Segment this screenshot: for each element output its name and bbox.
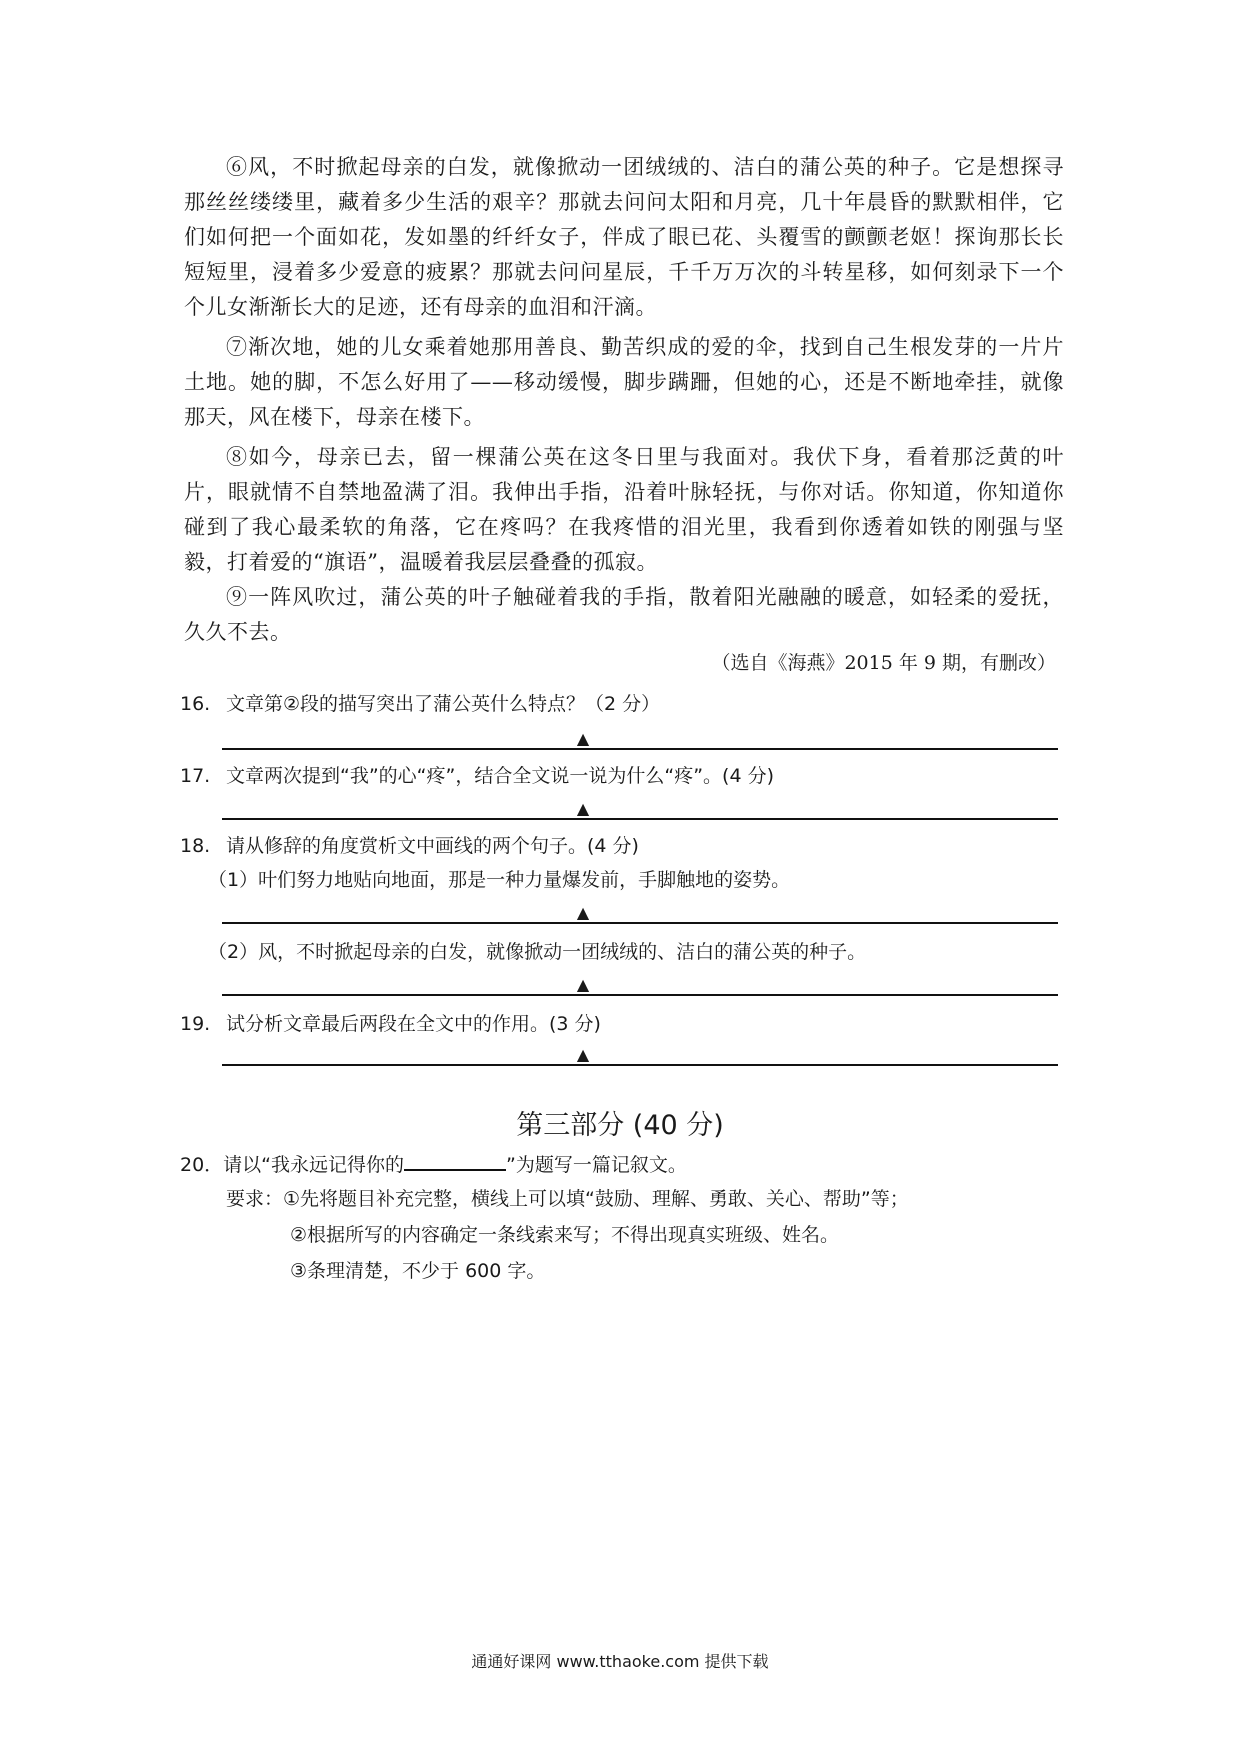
answer-marker-triangle-icon: ▲ <box>576 975 590 994</box>
question-17 <box>180 762 1080 790</box>
passage-paragraph-6: ⑥风，不时掀起母亲的白发，就像掀动一团绒绒的、洁白的蒲公英的种子。它是想探寻那丝丝缕缕里，藏着多少生活的艰辛？那就去问问太阳和月亮，几十年晨昏的默默相伴，它们如何把一个面如花，发如墨的纤纤女子，伴成了眼已花、头覆雪的颤颤老妪！探询那长长短短里，浸着多少爱意的疲累？那就去问问星辰，千千万万次的斗转星移，如何刻录下一个个儿女渐渐长大的足迹，还有母亲的血泪和汗滴。 <box>184 155 1064 319</box>
question-number: 16. <box>180 693 211 715</box>
passage-paragraph-7: ⑦渐次地，她的儿女乘着她那用善良、勤苦织成的爱的伞，找到自己生根发芽的一片片土地。她的脚，不怎么好用了——移动缓慢，脚步蹒跚，但她的心，还是不断地牵挂，就像那天，风在楼下，母亲在楼下。 <box>184 335 1064 429</box>
page-footer: 通通好课网 www.tthaoke.com 提供下载 <box>471 1652 769 1671</box>
answer-line-16[interactable] <box>222 748 1058 750</box>
passage-paragraph-9: ⑨一阵风吹过，蒲公英的叶子触碰着我的手指，散着阳光融融的暖意，如轻柔的爱抚，久久不去。 <box>184 585 1064 644</box>
question-20-suffix: ”为题写一篇记叙文。 <box>506 1154 687 1176</box>
answer-line-18-1[interactable] <box>222 922 1058 924</box>
question-number: 18. <box>180 835 211 857</box>
question-text: 文章第②段的描写突出了蒲公英什么特点？（2 分） <box>226 693 661 715</box>
requirement-1: 要求：①先将题目补充完整，横线上可以填“鼓励、理解、勇敢、关心、帮助”等； <box>226 1188 909 1210</box>
answer-marker-triangle-icon: ▲ <box>576 1045 590 1064</box>
requirement-3: ③条理清楚，不少于 600 字。 <box>290 1260 546 1282</box>
question-number: 17. <box>180 765 211 787</box>
passage-source: （选自《海燕》2015 年 9 期，有删改） <box>711 652 1056 674</box>
answer-marker-triangle-icon: ▲ <box>576 729 590 748</box>
part-three-title: 第三部分 (40 分) <box>516 1110 724 1141</box>
question-20-prefix: 20．请以“我永远记得你的 <box>180 1154 405 1176</box>
question-20 <box>180 1150 1080 1180</box>
question-text: 文章两次提到“我”的心“疼”，结合全文说一说为什么“疼”。(4 分) <box>226 765 775 787</box>
title-blank[interactable] <box>404 1151 506 1171</box>
question-text: 请从修辞的角度赏析文中画线的两个句子。(4 分) <box>226 835 639 857</box>
question-18-sentence-2: （2）风，不时掀起母亲的白发，就像掀动一团绒绒的、洁白的蒲公英的种子。 <box>208 941 867 963</box>
question-text: 试分析文章最后两段在全文中的作用。(3 分) <box>226 1013 601 1035</box>
answer-line-17[interactable] <box>222 818 1058 820</box>
answer-marker-triangle-icon: ▲ <box>576 903 590 922</box>
answer-line-18-2[interactable] <box>222 994 1058 996</box>
answer-line-19[interactable] <box>222 1064 1058 1066</box>
passage-paragraph-8: ⑧如今，母亲已去，留一棵蒲公英在这冬日里与我面对。我伏下身，看着那泛黄的叶片，眼就情不自禁地盈满了泪。我伸出手指，沿着叶脉轻抚，与你对话。你知道，你知道你碰到了我心最柔软的角落，它在疼吗？在我疼惜的泪光里，我看到你透着如铁的刚强与坚毅，打着爱的“旗语”，温暖着我层层叠叠的孤寂。 <box>184 445 1064 574</box>
question-number: 19. <box>180 1013 211 1035</box>
requirement-2: ②根据所写的内容确定一条线索来写；不得出现真实班级、姓名。 <box>290 1224 840 1246</box>
question-18-sentence-1: （1）叶们努力地贴向地面，那是一种力量爆发前，手脚触地的姿势。 <box>208 869 791 891</box>
question-19 <box>180 1010 1080 1038</box>
question-18 <box>180 832 1080 860</box>
question-16 <box>180 690 1080 718</box>
answer-marker-triangle-icon: ▲ <box>576 799 590 818</box>
